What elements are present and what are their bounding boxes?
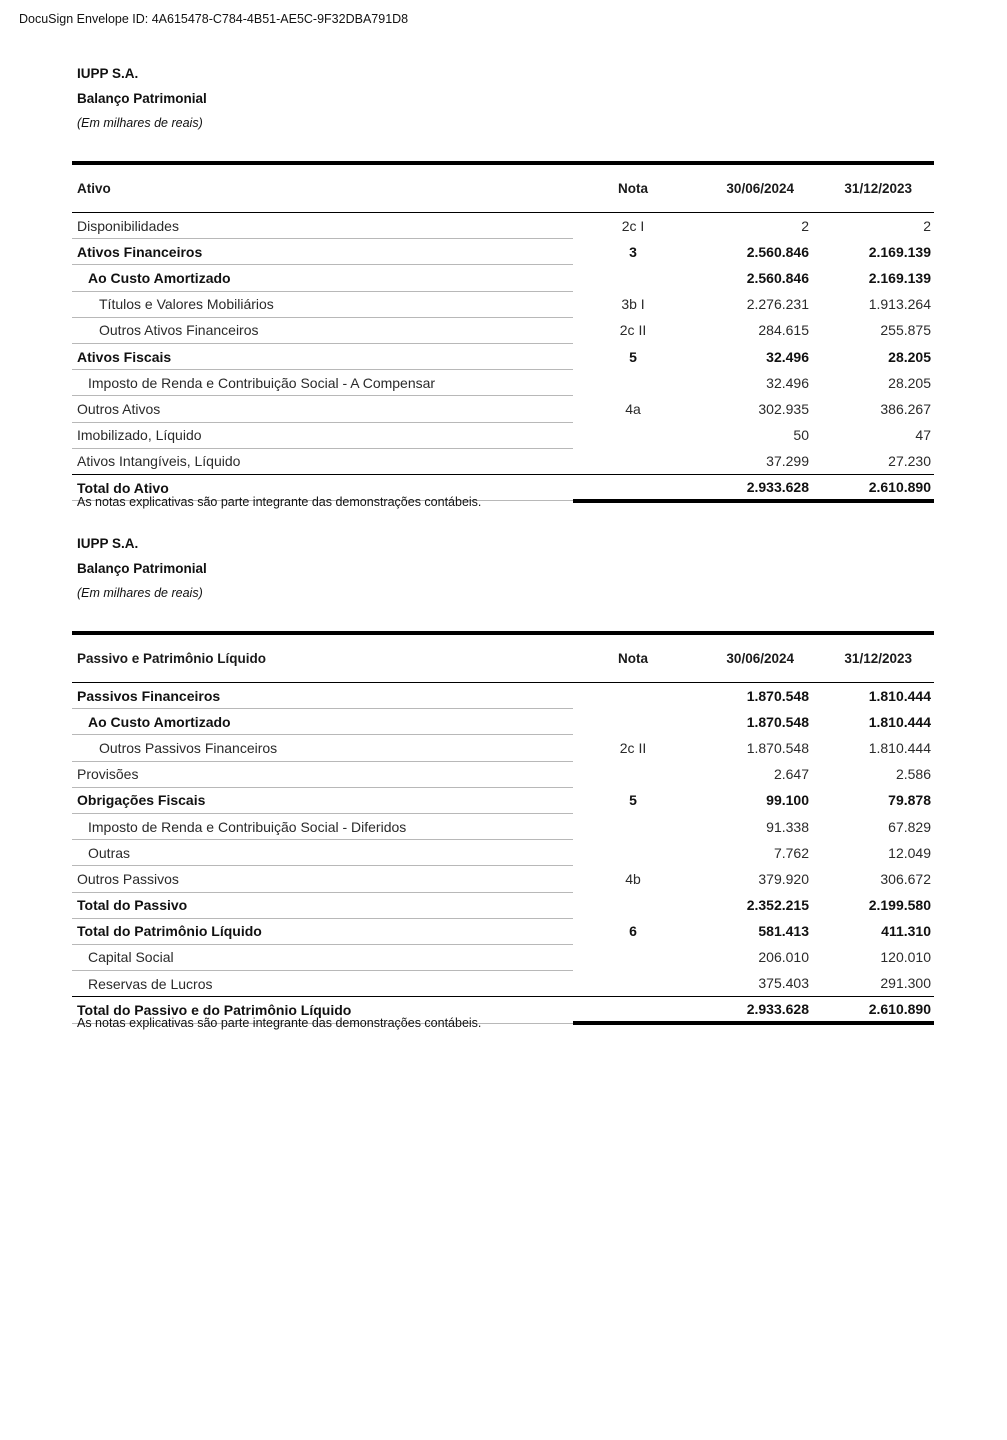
row-value-2024: 2.560.846 [746, 269, 809, 286]
table-header-row [72, 163, 934, 213]
row-label: Reservas de Lucros [88, 975, 213, 992]
row-value-2024: 7.762 [773, 844, 809, 861]
row-nota [573, 422, 693, 448]
passivo-table [72, 631, 934, 1025]
total-nota [573, 997, 693, 1024]
row-nota: 2c II [619, 322, 647, 339]
row-value-2023: 28.205 [888, 348, 931, 365]
row-label: Imobilizado, Líquido [72, 422, 573, 448]
column-header-date-2024: 30/06/2024 [693, 633, 813, 683]
row-nota: 5 [629, 348, 637, 365]
row-value-2024: 1.870.548 [746, 739, 809, 756]
table-row [72, 213, 934, 239]
row-value-2023: 2.199.580 [868, 897, 931, 914]
row-nota [573, 709, 693, 735]
row-value-2023: 27.230 [888, 453, 931, 470]
row-label: Outros Ativos [72, 396, 573, 422]
row-label: Outras [72, 840, 573, 866]
row-nota [573, 448, 693, 474]
company-name: IUPP S.A. [77, 66, 139, 81]
row-value-2024: 32.496 [766, 348, 809, 365]
row-nota [573, 265, 693, 291]
table-row [72, 840, 934, 866]
row-value-2024: 2.276.231 [746, 296, 809, 313]
row-value-2023: 12.049 [888, 844, 931, 861]
row-label: Imposto de Renda e Contribuição Social - A Compensar [72, 370, 573, 396]
table-row [72, 396, 934, 422]
row-value-2023: 386.267 [880, 400, 931, 417]
table-row [72, 944, 934, 970]
row-label: Ativos Financeiros [72, 239, 573, 265]
row-value-2024: 50 [793, 427, 809, 444]
row-label: Total do Patrimônio Líquido [72, 918, 573, 944]
row-nota [573, 813, 693, 839]
row-value-2023: 2 [923, 217, 931, 234]
row-label: Imposto de Renda e Contribuição Social - Diferidos [72, 813, 573, 839]
total-label: Total do Ativo [72, 474, 573, 501]
row-value-2024: 379.920 [758, 870, 809, 887]
row-value-2023: 255.875 [880, 322, 931, 339]
row-value-2023: 2.169.139 [868, 269, 931, 286]
column-header-nota: Nota [573, 633, 693, 683]
row-value-2023: 1.810.444 [868, 739, 931, 756]
row-value-2024: 284.615 [758, 322, 809, 339]
row-label: Obrigações Fiscais [72, 787, 573, 813]
ativo-table [72, 161, 934, 503]
row-label: Provisões [72, 761, 573, 787]
table-row [72, 866, 934, 892]
company-name: IUPP S.A. [77, 536, 139, 551]
row-label: Ativos Fiscais [72, 343, 573, 369]
statement-units: (Em milhares de reais) [77, 116, 203, 130]
row-nota [573, 944, 693, 970]
row-value-2024: 32.496 [766, 374, 809, 391]
column-header-date-2024: 30/06/2024 [693, 163, 813, 213]
row-label: Ativos Intangíveis, Líquido [77, 453, 241, 470]
envelope-id: DocuSign Envelope ID: 4A615478-C784-4B51-AE5C-9F32DBA791D8 [19, 12, 409, 26]
table-row [72, 422, 934, 448]
table-row [72, 971, 934, 997]
table-row [72, 709, 934, 735]
table-row [72, 448, 934, 474]
row-nota: 6 [629, 923, 637, 940]
row-label: Outros Ativos Financeiros [72, 317, 573, 343]
table-row [72, 291, 934, 317]
row-value-2024: 1.870.548 [746, 687, 809, 704]
table-row [72, 683, 934, 709]
total-value-2024: 2.933.628 [693, 997, 813, 1024]
row-value-2023: 120.010 [880, 949, 931, 966]
column-header-nota: Nota [573, 163, 693, 213]
row-value-2024: 37.299 [766, 453, 809, 470]
row-value-2023: 291.300 [880, 975, 931, 992]
row-value-2024: 2.560.846 [746, 243, 809, 260]
table-row [72, 343, 934, 369]
row-nota [573, 683, 693, 709]
row-nota: 4a [625, 400, 641, 417]
row-nota: 3b I [621, 296, 645, 313]
row-nota [573, 840, 693, 866]
row-value-2023: 79.878 [888, 792, 931, 809]
table-row [72, 813, 934, 839]
row-value-2024: 99.100 [766, 792, 809, 809]
row-nota: 2c I [621, 217, 645, 234]
footnote: As notas explicativas são parte integrante das demonstrações contábeis. [77, 495, 482, 509]
row-value-2024: 581.413 [758, 923, 809, 940]
table-row [72, 918, 934, 944]
column-header-ativo: Ativo [72, 163, 573, 213]
table-row [72, 370, 934, 396]
table-row [72, 787, 934, 813]
row-value-2023: 28.205 [888, 374, 931, 391]
total-label: Total do Passivo e do Patrimônio Líquido [72, 997, 573, 1024]
row-label: Ao Custo Amortizado [72, 265, 573, 291]
row-nota [573, 892, 693, 918]
row-label: Disponibilidades [72, 213, 573, 239]
footnote: As notas explicativas são parte integrante das demonstrações contábeis. [77, 1016, 482, 1030]
row-value-2023: 1.913.264 [868, 296, 931, 313]
row-label: Capital Social [72, 944, 573, 970]
row-value-2024: 2 [801, 217, 809, 234]
row-value-2024: 302.935 [758, 400, 809, 417]
statement-title: Balanço Patrimonial [77, 561, 207, 576]
row-value-2024: 206.010 [758, 949, 809, 966]
row-label: Outros Passivos Financeiros [72, 735, 573, 761]
row-value-2024: 2.647 [773, 766, 809, 783]
row-nota [573, 971, 693, 997]
table-row [72, 892, 934, 918]
row-value-2023: 2.586 [895, 766, 931, 783]
table-row [72, 761, 934, 787]
column-header-date-2023: 31/12/2023 [813, 633, 934, 683]
row-label: Passivos Financeiros [72, 683, 573, 709]
row-nota: 3 [629, 243, 637, 260]
row-nota [573, 370, 693, 396]
statement-units: (Em milhares de reais) [77, 586, 203, 600]
table-row [72, 265, 934, 291]
total-nota [573, 474, 693, 501]
statement-title: Balanço Patrimonial [77, 91, 207, 106]
row-value-2023: 47 [915, 427, 931, 444]
row-value-2024: 2.352.215 [746, 897, 809, 914]
row-nota: 5 [629, 792, 637, 809]
row-value-2023: 306.672 [880, 870, 931, 887]
total-value-2024: 2.933.628 [693, 474, 813, 501]
row-nota: 2c II [619, 739, 647, 756]
total-value-2023: 2.610.890 [813, 997, 934, 1024]
row-value-2024: 91.338 [766, 818, 809, 835]
row-value-2024: 1.870.548 [746, 713, 809, 730]
row-nota: 4b [625, 870, 641, 887]
row-value-2023: 411.310 [881, 923, 931, 940]
row-label: Ao Custo Amortizado [72, 709, 573, 735]
row-value-2023: 67.829 [888, 818, 931, 835]
row-value-2023: 2.169.139 [868, 243, 931, 260]
column-header-date-2023: 31/12/2023 [813, 163, 934, 213]
table-row [72, 239, 934, 265]
row-label: Títulos e Valores Mobiliários [72, 291, 573, 317]
column-header-passivo: Passivo e Patrimônio Líquido [72, 633, 573, 683]
total-value-2023: 2.610.890 [813, 474, 934, 501]
table-row [72, 735, 934, 761]
row-label: Total do Passivo [72, 892, 573, 918]
row-value-2023: 1.810.444 [868, 687, 931, 704]
row-label: Outros Passivos [72, 866, 573, 892]
row-value-2024: 375.403 [758, 975, 809, 992]
table-row [72, 317, 934, 343]
table-header-row [72, 633, 934, 683]
row-value-2023: 1.810.444 [868, 713, 931, 730]
row-nota [573, 761, 693, 787]
